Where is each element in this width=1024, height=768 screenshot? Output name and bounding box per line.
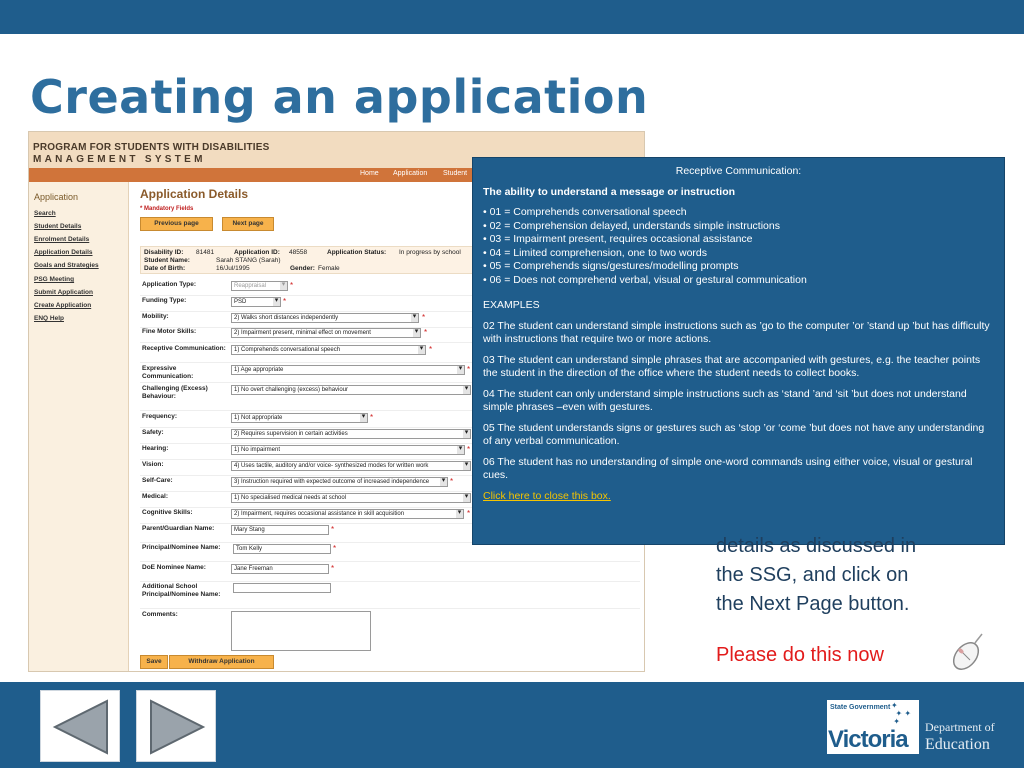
field-label: Safety: bbox=[142, 429, 164, 436]
app-logo-line1: PROGRAM FOR STUDENTS WITH DISABILITIES bbox=[33, 142, 270, 153]
required-marker: * bbox=[333, 544, 337, 553]
department-line1: Department of bbox=[925, 720, 995, 734]
disability-id-label: Disability ID: bbox=[144, 249, 184, 256]
app-sidebar bbox=[29, 182, 129, 672]
medical-select[interactable]: 1) No specialised medical needs at school ▾ bbox=[231, 493, 471, 503]
doe-nominee-input[interactable]: Jane Freeman bbox=[231, 564, 329, 574]
sidebar-title: Application bbox=[34, 192, 79, 202]
field-label: Expressive Communication: bbox=[142, 365, 194, 380]
field-label: Self-Care: bbox=[142, 477, 173, 484]
fine-motor-skills-select[interactable]: 2) Impairment present, minimal effect on movement ▾ bbox=[231, 328, 421, 338]
field-label: Challenging (Excess) Behaviour: bbox=[142, 385, 208, 400]
example-paragraph: 05 The student understands signs or gestures such as ‘stop ’or ‘come ’but does not have any understanding of any verbal communication. bbox=[483, 421, 985, 447]
field-label: Comments: bbox=[142, 611, 178, 618]
close-tooltip-link[interactable]: Click here to close this box. bbox=[483, 489, 611, 502]
tooltip-scale-list bbox=[483, 206, 994, 287]
example-paragraph: 03 The student can understand simple phrases that are accompanied with gestures, e.g. the teacher points the student in the direction of the office where the student needs to collect books. bbox=[483, 353, 981, 379]
victoria-logo bbox=[827, 700, 919, 754]
sidebar-item-student-details[interactable]: Student Details bbox=[34, 223, 82, 230]
receptive-communication-select[interactable]: 1) Comprehends conversational speech ▾ bbox=[231, 345, 426, 355]
sidebar-item-goals-strategies[interactable]: Goals and Strategies bbox=[34, 262, 99, 269]
field-doe-nominee bbox=[140, 564, 640, 582]
dob-label: Date of Birth: bbox=[144, 265, 186, 272]
back-button[interactable] bbox=[40, 690, 120, 762]
sidebar-item-search[interactable]: Search bbox=[34, 210, 56, 217]
scale-item: • 02 = Comprehension delayed, understands simple instructions bbox=[483, 219, 780, 232]
mandatory-note: * Mandatory Fields bbox=[140, 206, 194, 212]
forward-button[interactable] bbox=[136, 690, 216, 762]
slide-title: Creating an application bbox=[30, 70, 649, 124]
field-label: Funding Type: bbox=[142, 297, 187, 304]
required-marker: * bbox=[467, 509, 471, 518]
example-paragraph: 06 The student has no understanding of simple one-word commands using either voice, visual or gestural cues. bbox=[483, 455, 973, 481]
required-marker: * bbox=[467, 445, 471, 454]
tooltip-subheading: The ability to understand a message or instruction bbox=[483, 185, 736, 198]
required-marker: * bbox=[283, 297, 287, 306]
application-id-label: Application ID: bbox=[234, 249, 280, 256]
disability-id-value: 81481 bbox=[196, 249, 215, 256]
field-label: Medical: bbox=[142, 493, 169, 500]
gender-label: Gender: bbox=[290, 265, 315, 272]
status-label: Application Status: bbox=[327, 249, 387, 256]
field-label: Vision: bbox=[142, 461, 164, 468]
field-principal-nominee bbox=[140, 544, 640, 562]
student-name-value: Sarah STANG (Sarah) bbox=[216, 257, 281, 264]
southern-cross-icon: ✦ ✦ ✦ ✦ bbox=[891, 701, 912, 726]
sidebar-item-enq-help[interactable]: ENQ Help bbox=[34, 315, 64, 322]
field-label: DoE Nominee Name: bbox=[142, 564, 206, 571]
gender-value: Female bbox=[318, 265, 340, 272]
frequency-select[interactable]: 1) Not appropriate ▾ bbox=[231, 413, 368, 423]
status-value: In progress by school bbox=[399, 249, 461, 256]
comments-textarea[interactable] bbox=[231, 611, 371, 651]
funding-type-select[interactable]: PSD ▾ bbox=[231, 297, 281, 307]
nav-student-link[interactable]: Student bbox=[443, 170, 468, 177]
left-triangle-icon bbox=[49, 697, 113, 757]
instruction-line: the SSG, and click on bbox=[716, 564, 909, 586]
please-do-this-now: Please do this now bbox=[716, 644, 884, 666]
department-line2: Education bbox=[925, 736, 990, 753]
save-button[interactable]: Save bbox=[140, 655, 168, 669]
withdraw-application-button[interactable]: Withdraw Application bbox=[169, 655, 274, 669]
mandatory-label: Mandatory Fields bbox=[144, 206, 194, 212]
scale-item: • 01 = Comprehends conversational speech bbox=[483, 206, 687, 218]
vision-select[interactable]: 4) Uses tactile, auditory and/or voice- synthesized modes for written work ▾ bbox=[231, 461, 471, 471]
principal-nominee-input[interactable]: Tom Kelly bbox=[233, 544, 331, 554]
page-heading: Application Details bbox=[140, 187, 249, 201]
field-additional-principal bbox=[140, 583, 640, 609]
receptive-communication-tooltip bbox=[472, 157, 1005, 545]
self-care-select[interactable]: 3) Instruction required with expected outcome of increased independence ▾ bbox=[231, 477, 448, 487]
application-type-select[interactable]: Reappraisal ▾ bbox=[231, 281, 288, 291]
previous-page-button[interactable]: Previous page bbox=[140, 217, 213, 231]
sidebar-item-application-details[interactable]: Application Details bbox=[34, 249, 93, 256]
sidebar-item-create-application[interactable]: Create Application bbox=[34, 302, 92, 309]
nav-home-link[interactable]: Home bbox=[360, 170, 379, 177]
required-marker: * bbox=[370, 413, 374, 422]
examples-label: EXAMPLES bbox=[483, 299, 540, 311]
department-name bbox=[925, 720, 995, 754]
field-label: Receptive Communication: bbox=[142, 345, 226, 352]
dob-value: 16/Jul/1995 bbox=[216, 265, 250, 272]
challenging-behaviour-select[interactable]: 1) No overt challenging (excess) behaviour ▾ bbox=[231, 385, 471, 395]
additional-principal-input[interactable] bbox=[233, 583, 331, 593]
sidebar-item-enrolment-details[interactable]: Enrolment Details bbox=[34, 236, 90, 243]
safety-select[interactable]: 2) Requires supervision in certain activities ▾ bbox=[231, 429, 471, 439]
example-paragraph: 04 The student can only understand simple instructions such as ‘stand ’and ‘sit ’but does not understand simple phrases –even with gestures. bbox=[483, 387, 967, 413]
field-label: Additional School Principal/Nominee Name: bbox=[142, 583, 221, 598]
field-label: Principal/Nominee Name: bbox=[142, 544, 221, 551]
next-page-button[interactable]: Next page bbox=[222, 217, 274, 231]
instruction-line: details as discussed in bbox=[716, 535, 917, 557]
scale-item: • 03 = Impairment present, requires occasional assistance bbox=[483, 233, 753, 245]
state-government-text: State Government bbox=[830, 704, 891, 711]
required-marker: * bbox=[450, 477, 454, 486]
victoria-text: Victoria bbox=[828, 726, 908, 753]
mobility-select[interactable]: 2) Walks short distances independently ▾ bbox=[231, 313, 419, 323]
hearing-select[interactable]: 1) No impairment ▾ bbox=[231, 445, 465, 455]
scale-item: • 05 = Comprehends signs/gestures/modelling prompts bbox=[483, 260, 739, 272]
instruction-line: the Next Page button. bbox=[716, 593, 910, 615]
field-label: Mobility: bbox=[142, 313, 169, 320]
required-marker: * bbox=[331, 525, 335, 534]
example-paragraph: 02 The student can understand simple instructions such as ’go to the computer ’or ’stand up ’but has difficulty with instructions that require two or more actions. bbox=[483, 319, 990, 345]
sidebar-item-psg-meeting[interactable]: PSG Meeting bbox=[34, 276, 75, 283]
field-label: Parent/Guardian Name: bbox=[142, 525, 215, 532]
field-comments bbox=[140, 611, 640, 653]
required-marker: * bbox=[467, 365, 471, 374]
right-triangle-icon bbox=[145, 697, 209, 757]
application-id-value: 48558 bbox=[289, 249, 308, 256]
required-marker: * bbox=[429, 345, 433, 354]
field-label: Fine Motor Skills: bbox=[142, 328, 197, 335]
mouse-icon bbox=[946, 630, 990, 679]
field-label: Application Type: bbox=[142, 281, 197, 288]
required-marker: * bbox=[424, 328, 428, 337]
field-label: Cognitive Skills: bbox=[142, 509, 193, 516]
instruction-text bbox=[716, 532, 1006, 619]
required-marker: * bbox=[331, 564, 335, 573]
app-logo-line2: MANAGEMENT SYSTEM bbox=[33, 154, 206, 165]
expressive-communication-select[interactable]: 1) Age appropriate ▾ bbox=[231, 365, 465, 375]
field-label: Frequency: bbox=[142, 413, 178, 420]
required-marker: * bbox=[290, 281, 294, 290]
nav-application-link[interactable]: Application bbox=[393, 170, 428, 177]
parent-guardian-input[interactable]: Mary Stang bbox=[231, 525, 329, 535]
student-name-label: Student Name: bbox=[144, 257, 190, 264]
required-marker: * bbox=[422, 313, 426, 322]
cognitive-skills-select[interactable]: 2) Impairment, requires occasional assistance in skill acquisition ▾ bbox=[231, 509, 464, 519]
sidebar-item-submit-application[interactable]: Submit Application bbox=[34, 289, 93, 296]
field-label: Hearing: bbox=[142, 445, 169, 452]
top-banner bbox=[0, 0, 1024, 34]
scale-item: • 06 = Does not comprehend verbal, visual or gestural communication bbox=[483, 273, 807, 286]
tooltip-heading: Receptive Communication: bbox=[675, 165, 802, 177]
scale-item: • 04 = Limited comprehension, one to two words bbox=[483, 246, 708, 259]
